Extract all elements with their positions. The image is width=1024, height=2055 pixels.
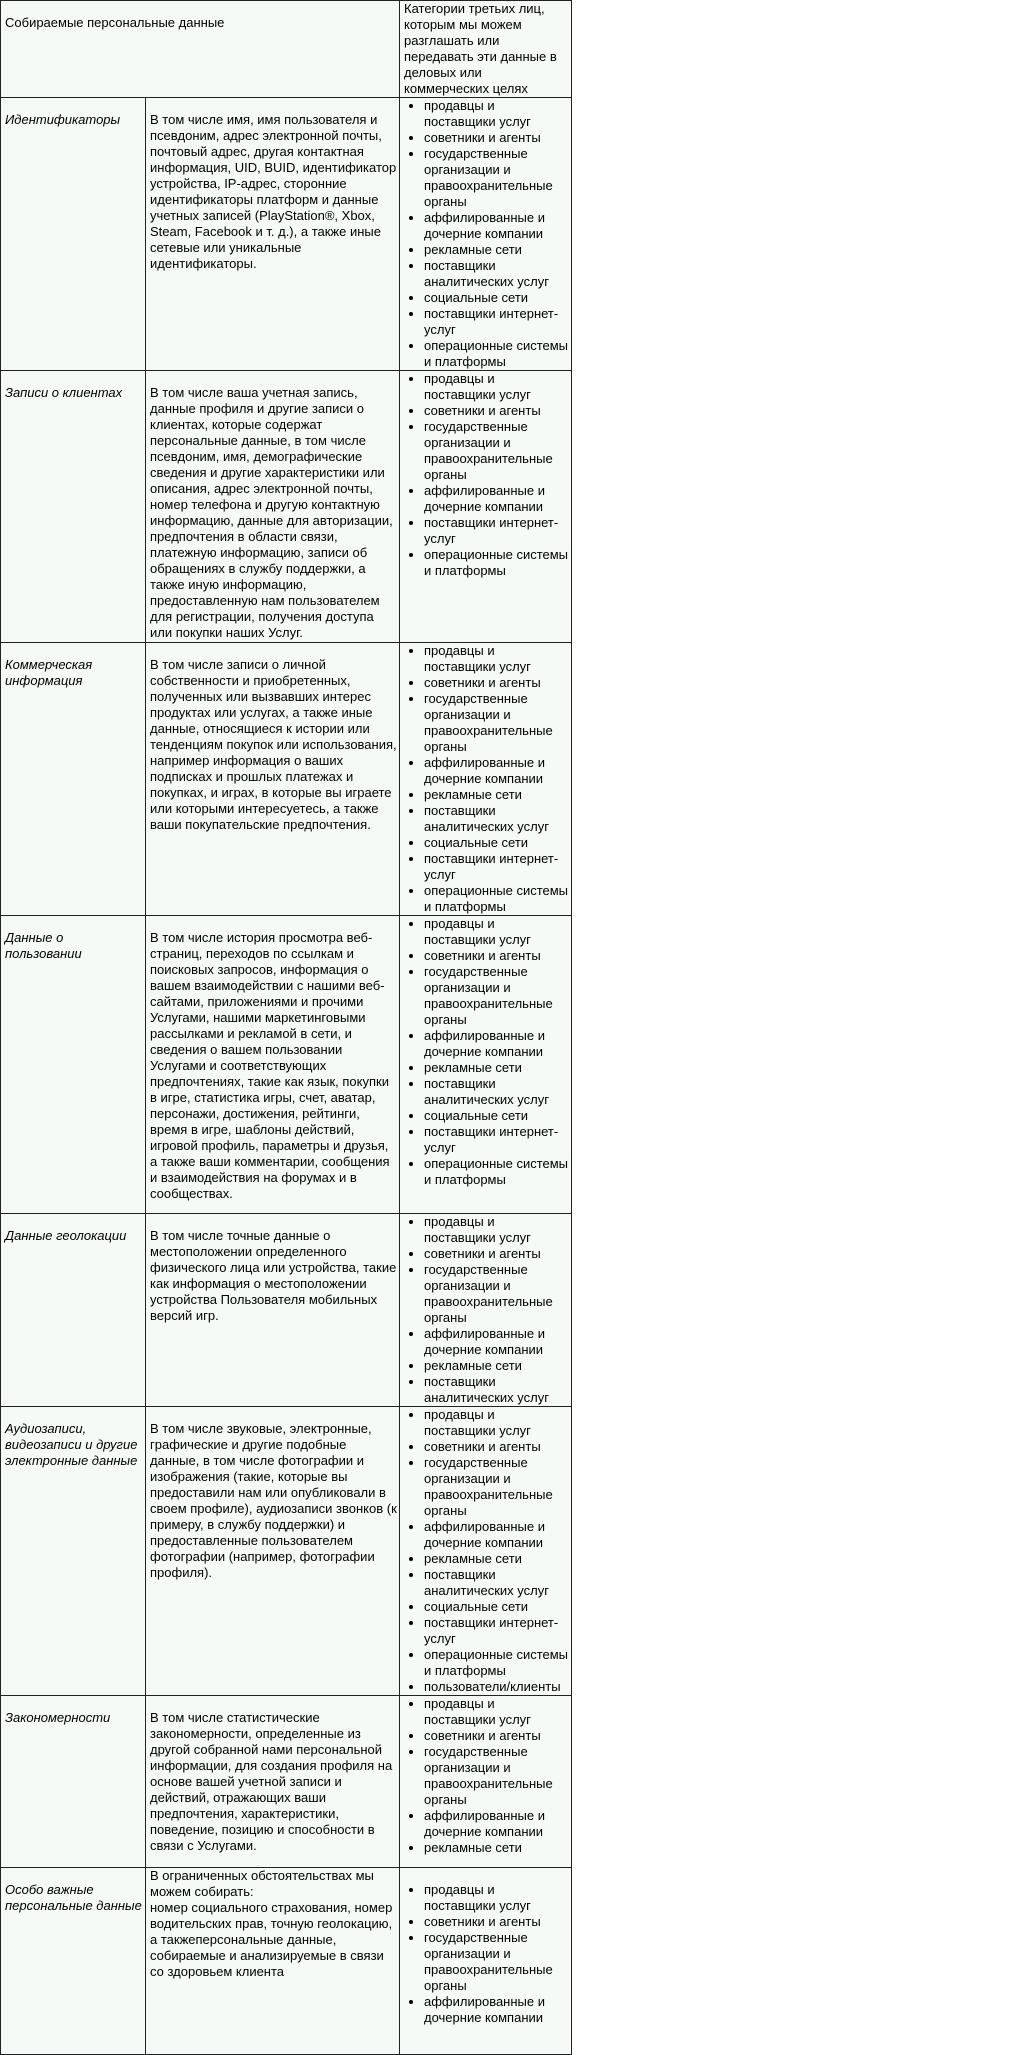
third-parties-cell (400, 1407, 572, 1696)
third-party-item: • государственные организации и правоохранительные органы (424, 1930, 569, 1994)
header-collected-data: Собираемые персональные данные (1, 1, 400, 98)
table-row (1, 1214, 572, 1407)
category-cell: Идентификаторы (1, 98, 146, 371)
third-party-item: • аффилированные и дочерние компании (424, 755, 569, 787)
third-party-item: • рекламные сети (424, 1060, 569, 1076)
third-party-item: • продавцы и поставщики услуг (424, 371, 569, 403)
third-party-item: • поставщики интернет-услуг (424, 1615, 569, 1647)
third-party-item: • рекламные сети (424, 242, 569, 258)
third-parties-cell (400, 1868, 572, 2055)
description-cell: В том числе статистические закономерности, определенные из другой собранной нами персональной информации, для создания профиля на основе вашей учетной записи и действий, отражающих ваши предпочтения, характеристики, поведение, позицию и способности в связи с Услугами. (146, 1696, 400, 1868)
third-parties-cell (400, 1214, 572, 1407)
category-cell: Записи о клиентах (1, 371, 146, 643)
third-party-item: • рекламные сети (424, 1358, 569, 1374)
category-cell: Закономерности (1, 1696, 146, 1868)
table-row (1, 1868, 572, 2055)
table-row (1, 1407, 572, 1696)
third-party-item: • советники и агенты (424, 1246, 569, 1262)
third-party-item: • продавцы и поставщики услуг (424, 1214, 569, 1246)
third-party-item: • советники и агенты (424, 1728, 569, 1744)
category-cell: Аудиозаписи, видеозаписи и другие электронные данные (1, 1407, 146, 1696)
third-party-item: • поставщики интернет-услуг (424, 1124, 569, 1156)
third-party-item: • аффилированные и дочерние компании (424, 1994, 569, 2026)
third-party-item: • государственные организации и правоохранительные органы (424, 691, 569, 755)
table-row (1, 1696, 572, 1868)
third-party-item: • государственные организации и правоохранительные органы (424, 1744, 569, 1808)
description-cell: В том числе точные данные о местоположении определенного физического лица или устройства, такие как информация о местоположении устройства Пользователя мобильных версий игр. (146, 1214, 400, 1407)
description-cell: В том числе ваша учетная запись, данные профиля и другие записи о клиентах, которые содержат персональные данные, в том числе псевдоним, имя, демографические сведения и другие характеристики или описания, адрес электронной почты, номер телефона и другую контактную информацию, данные для авторизации, предпочтения в области связи, платежную информацию, записи об обращениях в службу поддержки, а также иную информацию, предоставленную нам пользователем для регистрации, получения доступа или покупки наших Услуг. (146, 371, 400, 643)
table-row (1, 371, 572, 643)
description-cell: В том числе звуковые, электронные, графические и другие подобные данные, в том числе фотографии и изображения (такие, которые вы предоставили нам или опубликовали в своем профиле), аудиозаписи звонков (к примеру, в службу поддержки) и предоставленные пользователем фотографии (например, фотографии профиля). (146, 1407, 400, 1696)
third-party-item: • операционные системы и платформы (424, 883, 569, 915)
table-row (1, 643, 572, 916)
third-party-item: • рекламные сети (424, 787, 569, 803)
third-parties-list (404, 916, 569, 1188)
third-party-item: • поставщики аналитических услуг (424, 1076, 569, 1108)
third-party-item: • государственные организации и правоохранительные органы (424, 964, 569, 1028)
third-party-item: • государственные организации и правоохранительные органы (424, 146, 569, 210)
third-party-item: • продавцы и поставщики услуг (424, 1407, 569, 1439)
third-party-item: • советники и агенты (424, 1914, 569, 1930)
third-party-item: • аффилированные и дочерние компании (424, 1808, 569, 1840)
third-party-item: • продавцы и поставщики услуг (424, 98, 569, 130)
third-party-item: • аффилированные и дочерние компании (424, 483, 569, 515)
third-party-item: • социальные сети (424, 1108, 569, 1124)
third-party-item: • социальные сети (424, 1599, 569, 1615)
third-party-item: • советники и агенты (424, 948, 569, 964)
third-parties-list (404, 371, 569, 579)
third-party-item: • поставщики аналитических услуг (424, 258, 569, 290)
third-party-item: • продавцы и поставщики услуг (424, 1882, 569, 1914)
header-third-party-categories: Категории третьих лиц, которым мы можем разглашать или передавать эти данные в деловых или коммерческих целях (400, 1, 572, 98)
third-party-item: • советники и агенты (424, 130, 569, 146)
third-parties-cell (400, 916, 572, 1214)
category-cell: Данные геолокации (1, 1214, 146, 1407)
third-party-item: • аффилированные и дочерние компании (424, 1326, 569, 1358)
description-cell: В ограниченных обстоятельствах мы можем собирать: номер социального страхования, номер водительских прав, точную геолокацию, а такжеперсональные данные, собираемые и анализируемые в связи со здоровьем клиента (146, 1868, 400, 2055)
table-row (1, 98, 572, 371)
third-party-item: • государственные организации и правоохранительные органы (424, 419, 569, 483)
third-party-item: • операционные системы и платформы (424, 1156, 569, 1188)
third-party-item: • поставщики аналитических услуг (424, 803, 569, 835)
third-party-item: • аффилированные и дочерние компании (424, 1519, 569, 1551)
third-party-item: • социальные сети (424, 835, 569, 851)
third-party-item: • продавцы и поставщики услуг (424, 643, 569, 675)
description-cell: В том числе записи о личной собственности и приобретенных, полученных или вызвавших интерес продуктах или услугах, а также иные данные, относящиеся к истории или тенденциям покупок или использования, например информация о ваших подписках и прошлых платежах и покупках, и играх, в которые вы играете или которыми интересуетесь, а также ваши покупательские предпочтения. (146, 643, 400, 916)
description-cell: В том числе имя, имя пользователя и псевдоним, адрес электронной почты, почтовый адрес, другая контактная информация, UID, BUID, идентификатор устройства, IP-адрес, сторонние идентификаторы платформ и данные учетных записей (PlayStation®, Xbox, Steam, Facebook и т. д.), а также иные сетевые или уникальные идентификаторы. (146, 98, 400, 371)
third-party-item: • аффилированные и дочерние компании (424, 210, 569, 242)
third-party-item: • операционные системы и платформы (424, 547, 569, 579)
third-parties-list (404, 643, 569, 915)
third-party-item: • советники и агенты (424, 1439, 569, 1455)
third-party-item: • советники и агенты (424, 403, 569, 419)
third-party-item: • поставщики интернет-услуг (424, 851, 569, 883)
table-row (1, 916, 572, 1214)
third-parties-list (404, 1214, 569, 1406)
third-parties-cell (400, 1696, 572, 1868)
third-party-item: • продавцы и поставщики услуг (424, 916, 569, 948)
third-party-item: • пользователи/клиенты (424, 1679, 569, 1695)
table-header-row (1, 1, 572, 98)
third-parties-cell (400, 98, 572, 371)
category-cell: Данные о пользовании (1, 916, 146, 1214)
third-party-item: • советники и агенты (424, 675, 569, 691)
third-party-item: • операционные системы и платформы (424, 338, 569, 370)
third-parties-list (404, 1696, 569, 1856)
third-party-item: • поставщики интернет-услуг (424, 306, 569, 338)
third-party-item: • рекламные сети (424, 1551, 569, 1567)
third-parties-list (404, 1407, 569, 1695)
category-cell: Коммерческая информация (1, 643, 146, 916)
third-party-item: • поставщики аналитических услуг (424, 1374, 569, 1406)
third-party-item: • государственные организации и правоохранительные органы (424, 1262, 569, 1326)
third-parties-list (404, 1882, 569, 2026)
third-party-item: • продавцы и поставщики услуг (424, 1696, 569, 1728)
third-party-item: • государственные организации и правоохранительные органы (424, 1455, 569, 1519)
category-cell: Особо важные персональные данные (1, 1868, 146, 2055)
third-parties-list (404, 98, 569, 370)
third-parties-cell (400, 371, 572, 643)
third-party-item: • операционные системы и платформы (424, 1647, 569, 1679)
description-cell: В том числе история просмотра веб-страниц, переходов по ссылкам и поисковых запросов, информация о вашем взаимодействии с нашими веб-сайтами, приложениями и прочими Услугами, нашими маркетинговыми рассылками и рекламой в сети, и сведения о вашем пользовании Услугами и соответствующих предпочтениях, такие как язык, покупки в игре, статистика игры, счет, аватар, персонажи, достижения, рейтинги, время в игре, шаблоны действий, игровой профиль, параметры и друзья, а также ваши комментарии, сообщения и взаимодействия на форумах и в сообществах. (146, 916, 400, 1214)
third-party-item: • поставщики аналитических услуг (424, 1567, 569, 1599)
third-party-item: • поставщики интернет-услуг (424, 515, 569, 547)
third-parties-cell (400, 643, 572, 916)
third-party-item: • социальные сети (424, 290, 569, 306)
third-party-item: • рекламные сети (424, 1840, 569, 1856)
third-party-item: • аффилированные и дочерние компании (424, 1028, 569, 1060)
